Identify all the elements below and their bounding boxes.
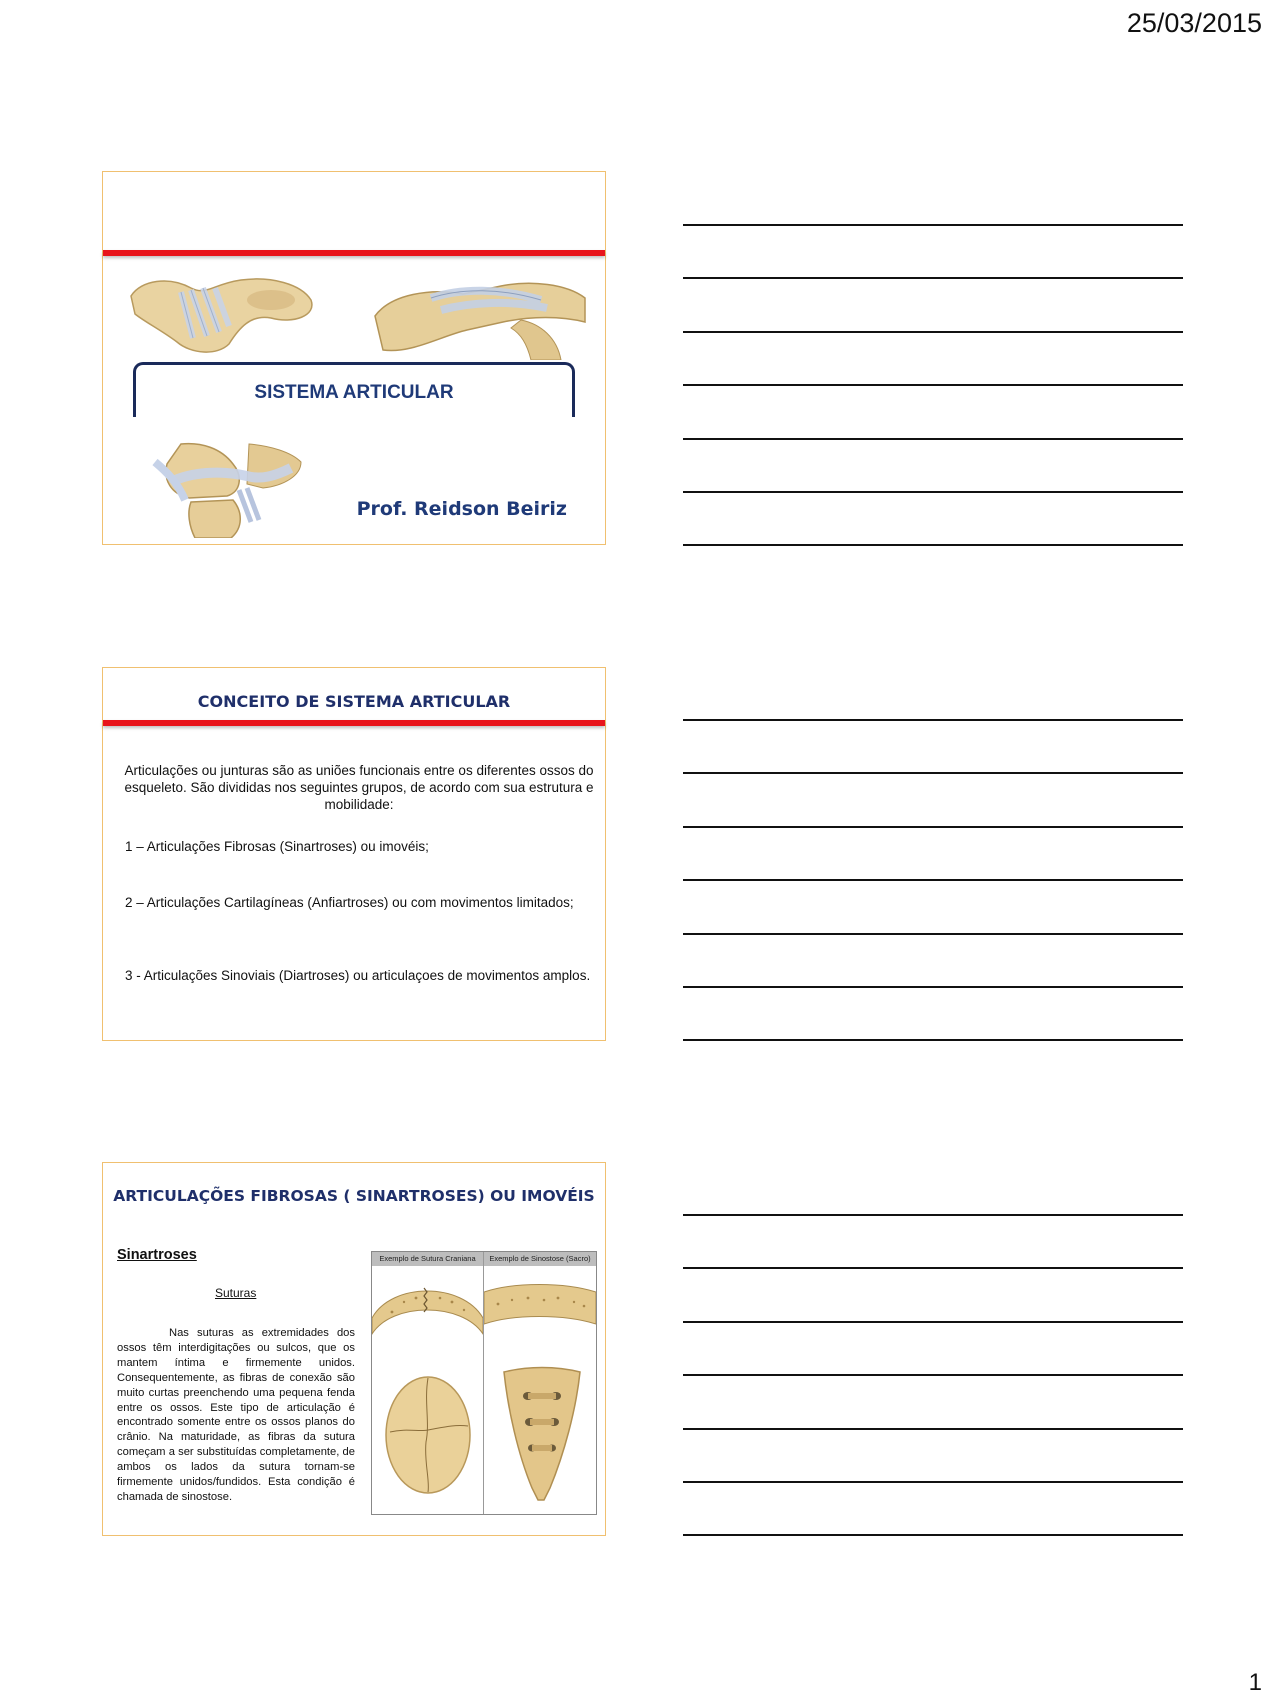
list-item: 2 – Articulações Cartilagíneas (Anfiartroses) ou com movimentos limitados; <box>125 895 574 910</box>
note-line <box>683 1481 1183 1483</box>
slide-subheading: Suturas <box>215 1286 257 1300</box>
shoulder-joint-illustration <box>371 264 591 360</box>
note-line <box>683 879 1183 881</box>
note-line <box>683 826 1183 828</box>
slide-paragraph: Nas suturas as extremidades dos ossos têm interdigitações ou sulcos, que os mantem íntima e firmemente unidos. Consequentemente, as fibras de conexão são muito curtas preenchendo uma pequena fenda entre os ossos. Este tipo de articulação é encontrado somente entre os ossos planos do crânio. Na maturidade, as fibras da sutura começam a ser substituídas completamente, de ambos os lados da sutura tornam-se firmemente unidos/fundidos. Esta condição é chamada de sinostose. <box>117 1327 355 1503</box>
slide-3 <box>102 1162 606 1536</box>
note-line <box>683 1039 1183 1041</box>
sacrum-illustration <box>500 1364 584 1504</box>
slide-intro: Articulações ou junturas são as uniões funcionais entre os diferentes ossos do esqueleto. São divididas nos seguintes grupos, de acordo com sua estrutura e mobilidade: <box>124 763 594 812</box>
figure-caption: Exemplo de Sinostose (Sacro) <box>484 1252 596 1266</box>
slide-author: Prof. Reidson Beiriz <box>356 498 567 520</box>
note-line <box>683 384 1183 386</box>
note-line <box>683 438 1183 440</box>
note-line <box>683 772 1183 774</box>
note-line <box>683 1428 1183 1430</box>
note-line <box>683 719 1183 721</box>
slide-title: CONCEITO DE SISTEMA ARTICULAR <box>197 692 511 711</box>
slide-2 <box>102 667 606 1041</box>
list-item: 1 – Articulações Fibrosas (Sinartroses) ou imovéis; <box>125 839 429 854</box>
skull-illustration <box>380 1372 476 1498</box>
slide-red-bar <box>103 250 605 256</box>
note-line <box>683 277 1183 279</box>
note-line <box>683 224 1183 226</box>
note-line <box>683 331 1183 333</box>
list-item: 3 - Articulações Sinoviais (Diartroses) ou articulaçoes de movimentos amplos. <box>125 968 591 983</box>
slide-title: SISTEMA ARTICULAR <box>254 382 454 403</box>
slide-subtitle: Sinartroses <box>117 1247 197 1263</box>
note-line <box>683 1267 1183 1269</box>
slide-1 <box>102 171 606 545</box>
knee-joint-illustration <box>151 442 309 538</box>
page-number: 1 <box>1248 1669 1262 1696</box>
page-date: 25/03/2015 <box>1126 8 1262 38</box>
note-line <box>683 933 1183 935</box>
slide-title: ARTICULAÇÕES FIBROSAS ( SINARTROSES) OU IMOVÉIS <box>113 1187 595 1205</box>
note-line <box>683 544 1183 546</box>
figure-caption: Exemplo de Sutura Craniana <box>372 1252 484 1266</box>
note-line <box>683 1374 1183 1376</box>
note-line <box>683 1534 1183 1536</box>
suture-synostosis-figure <box>371 1251 597 1515</box>
note-line <box>683 1321 1183 1323</box>
note-line <box>683 986 1183 988</box>
note-line <box>683 491 1183 493</box>
slide-red-bar <box>103 720 605 726</box>
sacrum-synostosis-illustration <box>484 1268 596 1338</box>
note-line <box>683 1214 1183 1216</box>
pelvis-ligaments-illustration <box>121 266 321 358</box>
cranial-suture-illustration <box>372 1268 483 1338</box>
